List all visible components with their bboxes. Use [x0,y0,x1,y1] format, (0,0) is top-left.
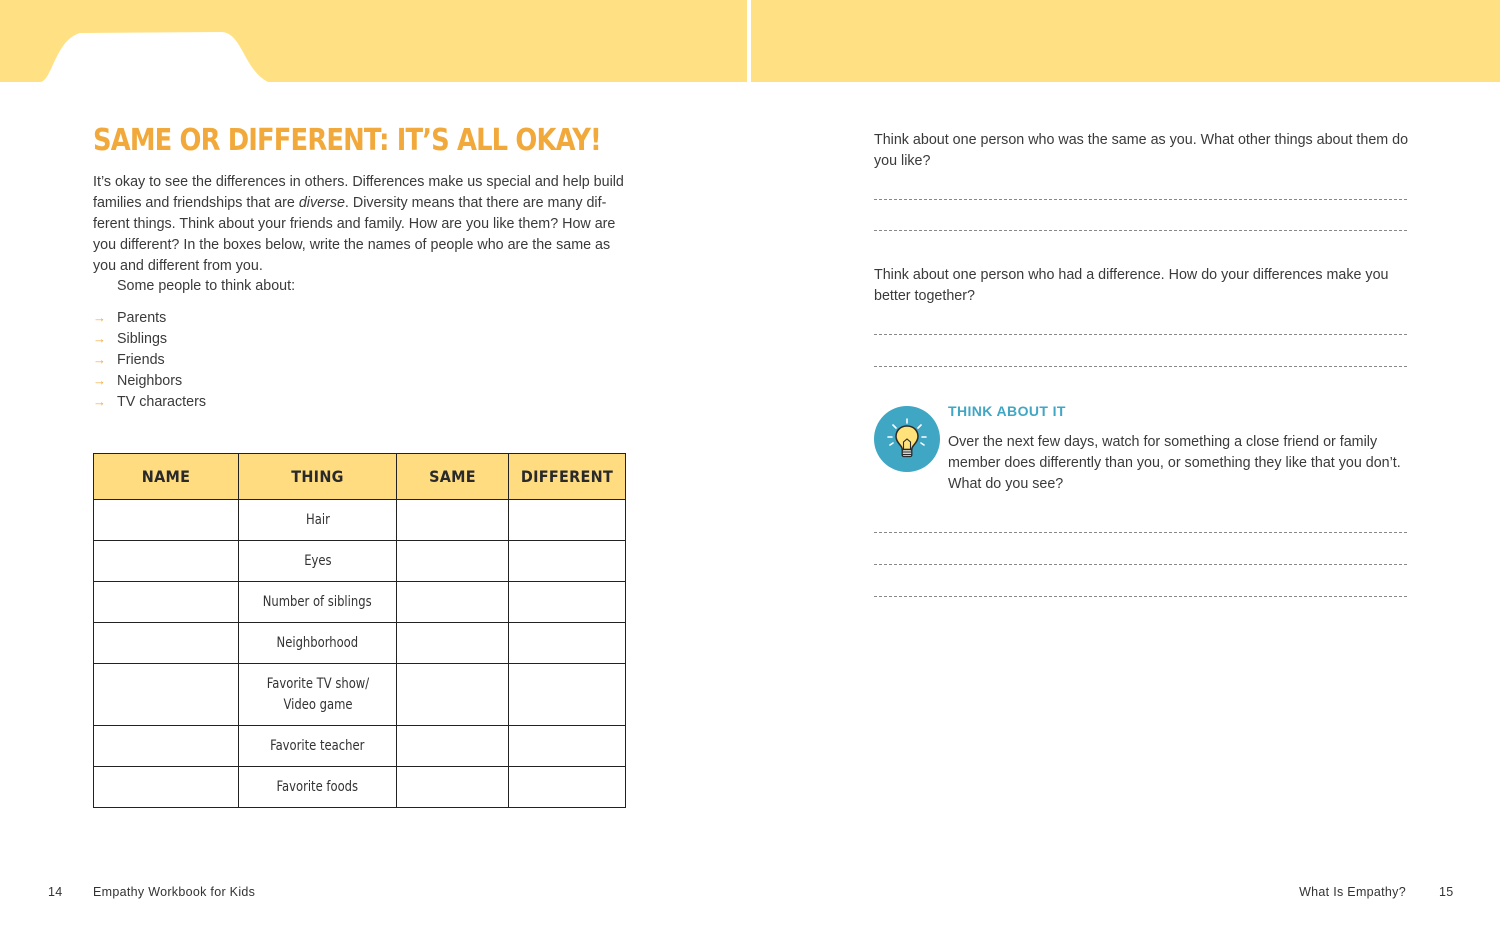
thing-label: Neighborhood [276,634,359,651]
header-band-right [751,0,1500,82]
people-list [93,307,206,412]
answer-line[interactable] [874,532,1407,533]
column-header-thing: THING [239,454,397,500]
think-about-it-body: Over the next few days, watch for something a close friend or family member does differently than you, or something they like that you don’t. What do you see? [948,434,1401,492]
name-cell[interactable] [94,582,239,623]
arrow-right-icon: → [93,310,106,325]
page-number-right: 15 [1439,885,1454,899]
table-row [94,500,626,541]
different-cell[interactable] [509,500,626,541]
page-number-left: 14 [48,885,63,899]
column-header-different: DIFFERENT [509,454,626,500]
list-item [93,370,206,391]
name-cell[interactable] [94,500,239,541]
same-cell[interactable] [397,541,509,582]
answer-line[interactable] [874,199,1407,200]
name-cell[interactable] [94,541,239,582]
intro-text-1: It’s okay to see the differences in others. Differences make us special and help build families and friendships that are [93,174,624,211]
arrow-right-icon: → [93,394,106,409]
running-footer-book-title: Empathy Workbook for Kids [93,885,256,899]
header-tab [0,0,747,82]
arrow-right-icon: → [93,331,106,346]
answer-line[interactable] [874,596,1407,597]
different-cell[interactable] [509,623,626,664]
intro-emphasis: diverse [298,195,345,211]
table-header-row [94,454,626,500]
answer-line[interactable] [874,230,1407,231]
different-cell[interactable] [509,582,626,623]
table-row [94,623,626,664]
thing-label: Eyes [303,552,332,569]
column-header-name: NAME [94,454,239,500]
same-cell[interactable] [397,500,509,541]
list-item [93,307,206,328]
thing-cell [239,664,397,726]
list-item-label: TV characters [117,393,206,410]
question-different: Think about one person who had a difference. How do your differences make you better together? [874,267,1389,304]
page-gutter [747,0,751,82]
name-cell[interactable] [94,664,239,726]
arrow-right-icon: → [93,373,106,388]
lightbulb-icon [874,406,940,472]
answer-line[interactable] [874,334,1407,335]
page-title: SAME OR DIFFERENT: IT’S ALL OKAY! [93,123,601,158]
thing-label: Favorite TV show/ Video game [266,675,369,713]
name-cell[interactable] [94,767,239,808]
table-row [94,767,626,808]
table-row [94,582,626,623]
same-cell[interactable] [397,767,509,808]
intro-text-2: . Diversity means that there are many different things. Think about your friends and family. How are you like them? How are you different? In the boxes below, write the names of people who are the same as you and different from you. [93,195,616,274]
lead-in-text: Some people to think about: [117,278,296,294]
list-item-label: Friends [117,351,165,368]
same-cell[interactable] [397,623,509,664]
answer-line[interactable] [874,564,1407,565]
thing-cell [239,767,397,808]
thing-cell [239,500,397,541]
list-item-label: Parents [117,309,167,326]
same-cell[interactable] [397,582,509,623]
question-same: Think about one person who was the same as you. What other things about them do you like? [874,132,1409,169]
list-item-label: Siblings [117,330,168,347]
different-cell[interactable] [509,541,626,582]
same-cell[interactable] [397,664,509,726]
thing-label: Hair [305,511,330,528]
list-item [93,349,206,370]
different-cell[interactable] [509,664,626,726]
thing-label: Favorite teacher [270,737,365,754]
column-header-same: SAME [397,454,509,500]
running-footer-section-title: What Is Empathy? [1299,885,1406,899]
table-row [94,664,626,726]
thing-label: Favorite foods [276,778,359,795]
name-cell[interactable] [94,623,239,664]
thing-label: Number of siblings [263,593,372,610]
intro-paragraph [93,172,628,277]
different-cell[interactable] [509,726,626,767]
think-about-it-heading: THINK ABOUT IT [948,403,1066,419]
arrow-right-icon: → [93,352,106,367]
list-item [93,328,206,349]
comparison-table [93,453,626,808]
thing-cell [239,582,397,623]
different-cell[interactable] [509,767,626,808]
answer-line[interactable] [874,366,1407,367]
table-row [94,541,626,582]
thing-cell [239,726,397,767]
thing-cell [239,623,397,664]
table-row [94,726,626,767]
list-item-label: Neighbors [117,372,183,389]
thing-cell [239,541,397,582]
list-item [93,391,206,412]
name-cell[interactable] [94,726,239,767]
same-cell[interactable] [397,726,509,767]
